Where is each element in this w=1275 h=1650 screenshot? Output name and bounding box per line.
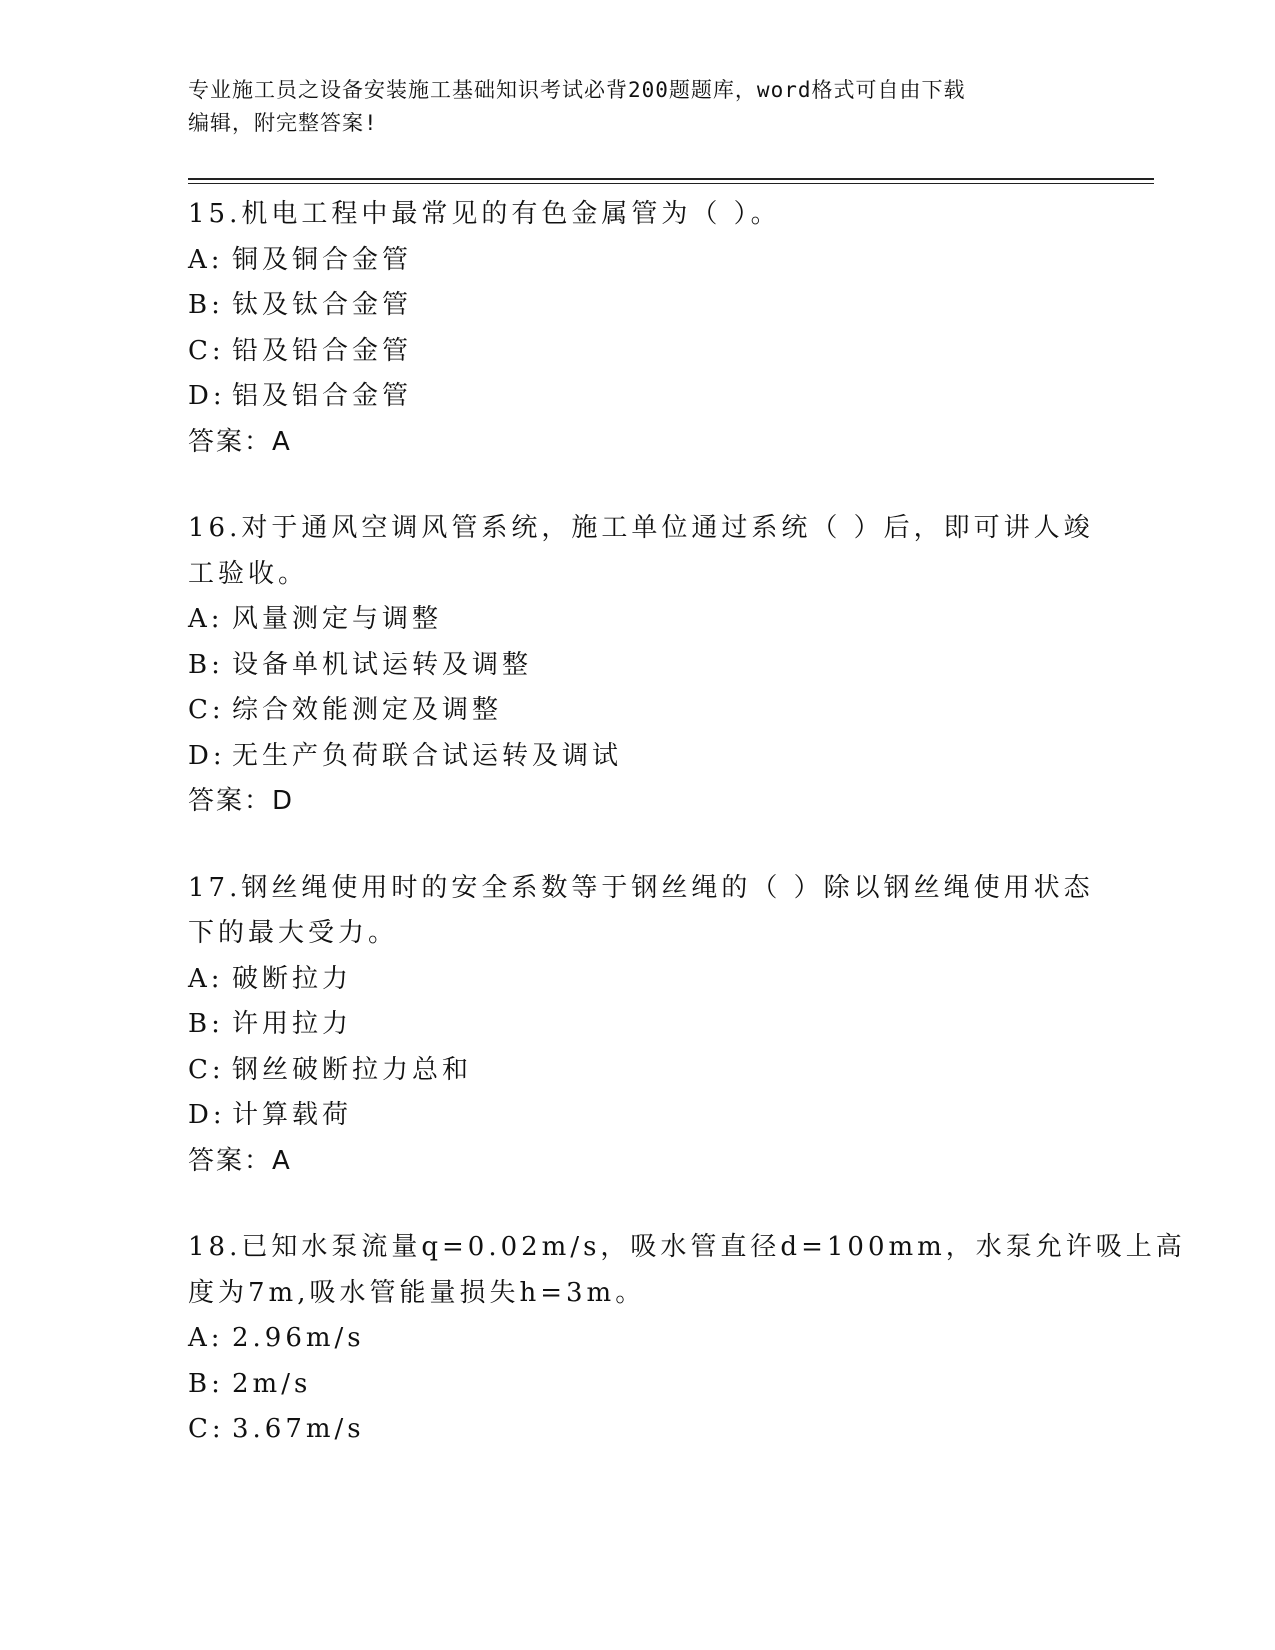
option-a (188, 957, 1088, 1003)
option-text: 许用拉力 (232, 1009, 353, 1039)
option-c (188, 1048, 1088, 1094)
option-b (188, 1362, 1088, 1408)
document-header (188, 74, 1088, 140)
question-18 (188, 1225, 1186, 1453)
option-text: 铅及铅合金管 (232, 335, 413, 366)
answer-line: 答案：A (188, 1145, 292, 1176)
option-text: 设备单机试运转及调整 (232, 649, 533, 680)
option-text: 3.67m/s (232, 1414, 365, 1444)
question-list (188, 192, 1186, 1494)
option-d (188, 734, 1088, 780)
option-key: C: (188, 1414, 225, 1444)
option-text: 钛及钛合金管 (232, 290, 413, 320)
question-stem-continued: 工验收。 (188, 558, 309, 589)
question-stem-continued: 度为7m,吸水管能量损失h=3m。 (188, 1277, 646, 1308)
option-text: 铜及铜合金管 (232, 244, 413, 275)
question-stem: 18.已知水泵流量q=0.02m/s，吸水管直径d=100mm，水泵允许吸上高 (188, 1232, 1186, 1262)
option-key: B: (188, 649, 224, 680)
option-b (188, 283, 1088, 329)
option-c (188, 329, 1088, 375)
option-d (188, 1093, 1088, 1139)
option-key: C: (188, 695, 225, 725)
question-16 (188, 506, 1094, 825)
question-stem-continued: 下的最大受力。 (188, 918, 399, 948)
option-d (188, 374, 1088, 420)
header-line-2: 编辑，附完整答案! (188, 111, 378, 135)
question-stem: 15.机电工程中最常见的有色金属管为（ ）。 (188, 199, 781, 229)
question-17 (188, 866, 1094, 1185)
option-key: D: (188, 740, 226, 771)
option-key: C: (188, 335, 225, 366)
option-key: A: (188, 244, 224, 275)
option-text: 无生产负荷联合试运转及调试 (232, 740, 623, 771)
option-text: 计算载荷 (232, 1100, 353, 1130)
option-text: 综合效能测定及调整 (232, 695, 503, 725)
option-c (188, 688, 1088, 734)
answer-line: 答案：A (188, 426, 292, 457)
header-line-1: 专业施工员之设备安装施工基础知识考试必背200题题库，word格式可自由下载 (188, 78, 966, 102)
question-15 (188, 192, 1088, 465)
option-b (188, 1002, 1088, 1048)
option-key: D: (188, 1100, 226, 1130)
option-key: A: (188, 963, 224, 994)
option-key: D: (188, 381, 226, 411)
option-a (188, 1316, 1088, 1362)
question-stem: 16.对于通风空调风管系统，施工单位通过系统（ ）后，即可讲人竣 (188, 513, 1094, 543)
header-divider-thin (188, 183, 1154, 184)
header-divider (188, 178, 1154, 180)
option-key: C: (188, 1054, 225, 1085)
option-key: B: (188, 1368, 224, 1399)
option-a (188, 597, 1088, 643)
option-b (188, 643, 1088, 689)
answer-line: 答案：D (188, 786, 295, 816)
question-stem: 17.钢丝绳使用时的安全系数等于钢丝绳的（ ）除以钢丝绳使用状态 (188, 872, 1094, 903)
option-text: 风量测定与调整 (232, 604, 443, 634)
option-key: B: (188, 290, 224, 320)
option-c (188, 1407, 1088, 1453)
option-text: 2m/s (232, 1368, 312, 1399)
option-key: A: (188, 604, 224, 634)
option-text: 2.96m/s (232, 1323, 365, 1353)
option-text: 破断拉力 (232, 963, 353, 994)
option-text: 铝及铝合金管 (232, 381, 413, 411)
option-text: 钢丝破断拉力总和 (232, 1054, 473, 1085)
option-a (188, 238, 1088, 284)
option-key: B: (188, 1009, 224, 1039)
option-key: A: (188, 1323, 224, 1353)
